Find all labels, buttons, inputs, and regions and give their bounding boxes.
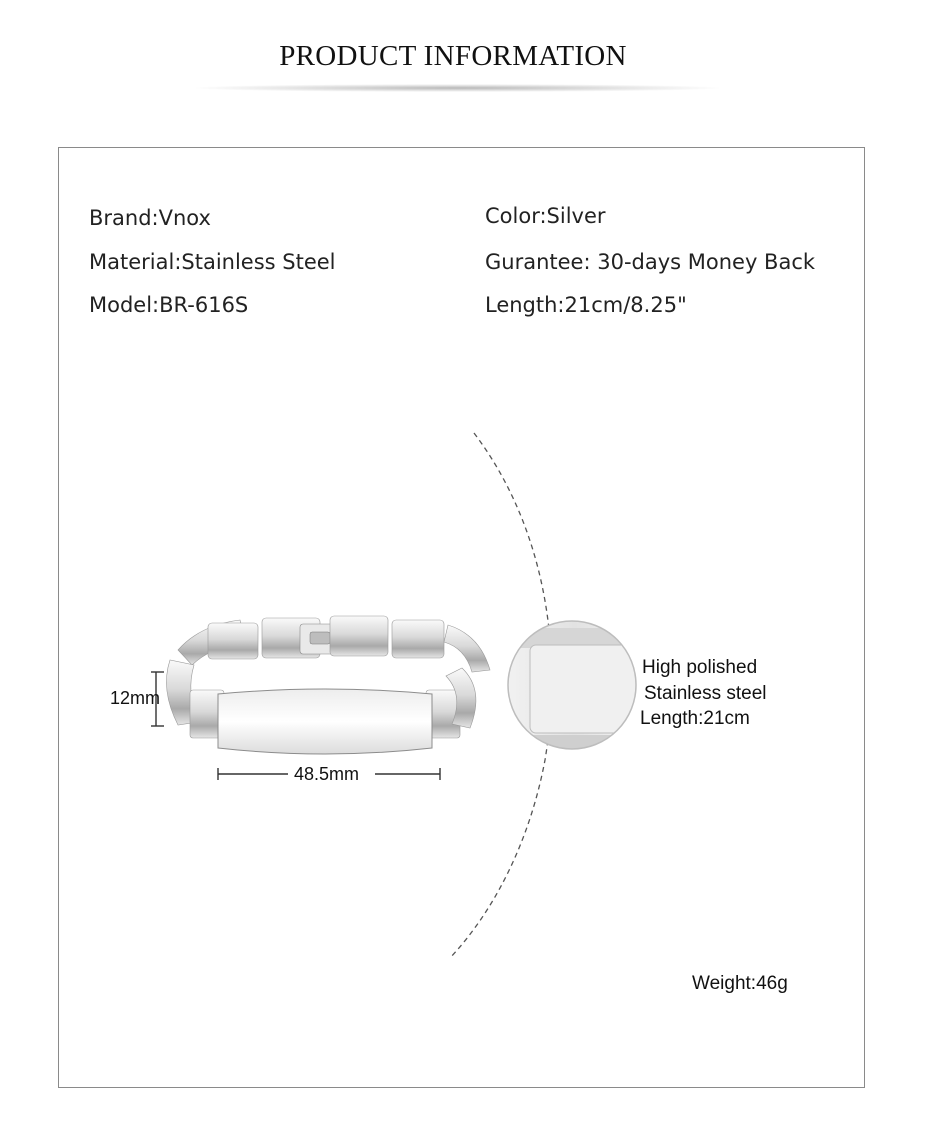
bracelet-back-links bbox=[178, 616, 490, 672]
detail-line-material: Stainless steel bbox=[644, 683, 767, 704]
detail-line-length: Length:21cm bbox=[640, 708, 750, 729]
spec-length: Length:21cm/8.25" bbox=[485, 293, 687, 317]
weight-label: Weight:46g bbox=[692, 973, 788, 994]
height-dimension-label: 12mm bbox=[110, 688, 161, 708]
spec-material: Material:Stainless Steel bbox=[89, 250, 336, 274]
zoom-detail-circle bbox=[500, 615, 650, 755]
width-dimension-label: 48.5mm bbox=[294, 764, 360, 784]
spec-brand: Brand:Vnox bbox=[89, 206, 211, 230]
bracelet-id-plate bbox=[218, 689, 432, 754]
page-title: PRODUCT INFORMATION bbox=[279, 40, 627, 72]
spec-guarantee: Gurantee: 30-days Money Back bbox=[485, 250, 816, 274]
detail-line-polish: High polished bbox=[642, 657, 758, 678]
spec-color: Color:Silver bbox=[485, 204, 606, 228]
spec-model: Model:BR-616S bbox=[89, 293, 249, 317]
